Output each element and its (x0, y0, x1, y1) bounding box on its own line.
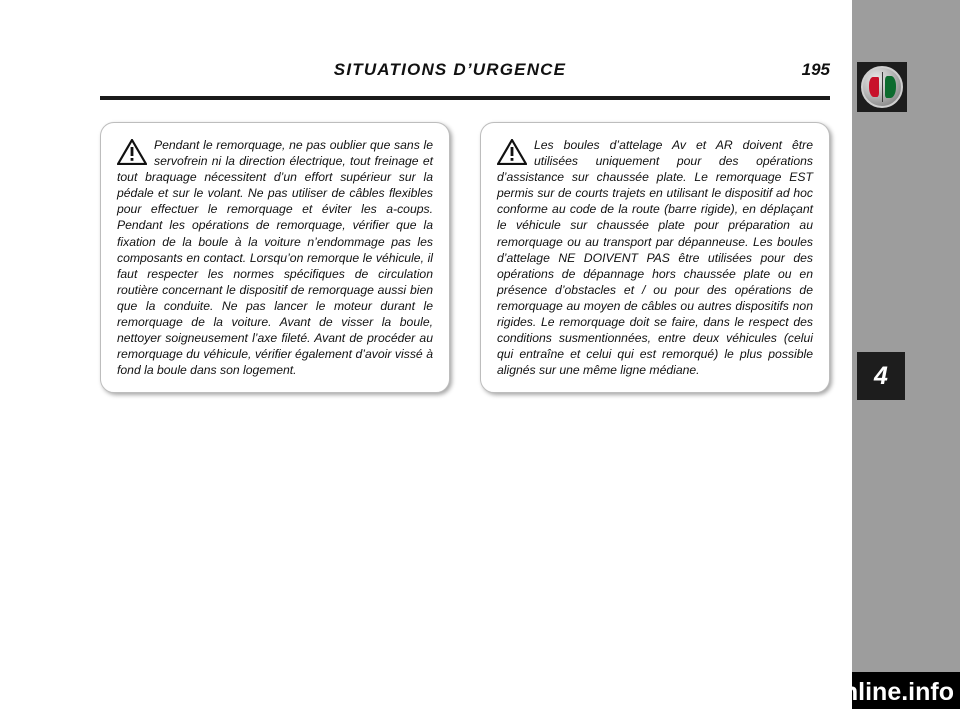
warning-boxes (100, 122, 830, 393)
alfa-romeo-logo (857, 62, 907, 112)
warning-box-left (100, 122, 450, 393)
chapter-number-badge: 4 (857, 352, 905, 400)
page-title: SITUATIONS D’URGENCE (333, 60, 567, 79)
logo-cross-icon (869, 77, 879, 97)
warning-text: Pendant le remorquage, ne pas oublier que sans le servofrein ni la direction électrique, tout freinage et tout braquage nécessitent d’un effort supérieur sur la pédale et sur le volant. Ne pas utiliser de câbles flexibles pour effectuer le remorquage et éviter les a-coups. Pendant les opérations de remorquage, vérifier que la fixation de la boule à la voiture n’endommage pas les composants en contact. Lorsqu’on remorque le véhicule, il faut respecter les normes spécifiques de circulation routière concernant le dispositif de remorquage aussi bien que la conduite. Ne pas lancer le moteur durant le remorquage de la voiture. Avant de visser la boule, nettoyer soigneusement l’axe fileté. Avant de procéder au remorquage du véhicule, vérifier également d’avoir vissé à fond la boule dans son logement. (117, 138, 433, 378)
warning-box-right (480, 122, 830, 393)
warning-text: Les boules d’attelage Av et AR doivent être utilisées uniquement pour des opérations d’assistance sur chaussée plate. Le remorquage EST permis sur de courts trajets en utilisant le dispositif ad hoc conforme au code de la route (barre rigide), en déplaçant le véhicule sur chaussée plate pour préparation au remorquage ou au transport par dépanneuse. Les boules d’attelage NE DOIVENT PAS être utilisées pour des opérations de dépannage hors chaussée plate ou en présence d’obstacles et / ou pour des opérations de remorquage au moyen de câbles ou autres dispositifs non rigides. Le remorquage doit se faire, dans le respect des conditions susmentionnées, entre deux véhicules (celui qui entraîne et celui qui est remorqué) le plus possible alignés sur une même ligne médiane. (497, 138, 813, 378)
warning-triangle-icon (497, 139, 527, 165)
page-number: 195 (801, 60, 830, 79)
page-header (100, 60, 830, 94)
logo-emblem-icon (861, 66, 903, 108)
warning-triangle-icon (117, 139, 147, 165)
watermark: carmanualsonline.info (688, 678, 954, 706)
logo-serpent-icon (885, 76, 896, 98)
header-divider (100, 96, 830, 100)
